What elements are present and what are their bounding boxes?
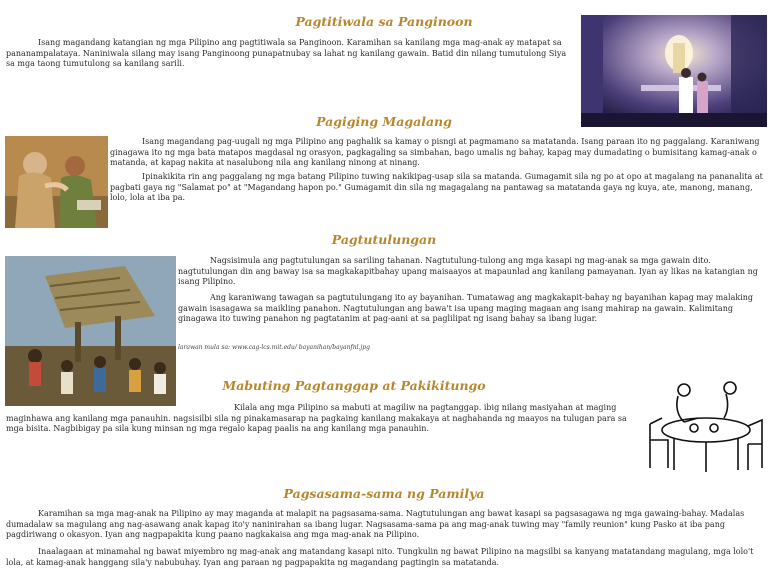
paragraph-pagtitiwala: Isang magandang katangian ng mga Pilipino ang pagtitiwala sa Panginoon. Karamihan sa kanilang mga mag-anak ay matapat sa pananampalataya. Naniniwala silang may isang Panginoong punapatnubay sa lahat ng kanilang gawain. Batid din nilang tumutulong Siya sa mga taong tumutulong sa kanilang sarili. — [6, 38, 567, 69]
paragraph-magalang-1: Isang magandang pag-uugali ng mga Pilipino ang paghalik sa kamay o pisngi at pagmamano sa matatanda. Isang paraan ito ng paggalang. Karaniwang ginagawa ito ng mga bata matapos magdasal ng orasyon, pagkagaling sa simbahan, bago umalis ng bahay, kapag may dumadating o bumisitang kamag-anak o matanda, at kapag nakita at nasalubong nila ang kanilang ninong at ninang. — [110, 137, 760, 168]
paragraph-tulungan-2: Ang karaniwang tawagan sa pagtutulungang ito ay bayanihan. Tumatawag ang magkakapit-bahay ng bayanihan kapag may malaking gawain isasagawa sa maikling panahon. Nagtutulungan ang bawa't isa upang maging magaan ang isang mahirap na gawain. Kalimitang ginagawa ito tuwing panahon ng pagtatanim at pag-aani at sa paglilipat ng isang bahay sa ibang lugar. — [178, 293, 754, 324]
heading-pagtitiwala: Pagtitiwala sa Panginoon — [295, 14, 473, 29]
paragraph-magalang-2: Ipinakikita rin ang paggalang ng mga batang Pilipino tuwing nakikipag-usap sila sa matanda. Gumagamit sila ng po at opo at magalang na pananalita at pagbati gaya ng "Salamat po" at "Magandang hapon po." Gumagamit din sila ng magagalang na pantawag sa matatanda gaya ng kuya, ate, manong, manang, lolo, lola at iba pa. — [110, 172, 763, 203]
dining-table-sketch — [644, 378, 766, 476]
paragraph-pamilya-1: Karamihan sa mga mag-anak na Pilipino ay may maganda at malapit na pagsasama-sama. Nagtutulungan ang bawat kasapi sa pagsasagawa ng mga gawaing-bahay. Madalas dumadalaw sa magulang ang nag-asawang anak kapag ito'y naninirahan sa ibang lugar. Nagsasama-sama pa ang mag-anak tuwing may "family reunion" kung Pasko at iba pang pagdiriwang o okasyon. Iyan ang nagpapakita kung paano nagkakaisa ang mga mag-anak na Pilipino. — [6, 509, 745, 540]
paragraph-pamilya-2: Inaalagaan at minamahal ng bawat miyembro ng mag-anak ang matandang kasapi nito. Tungkulin ng bawat Pilipino na magsilbi sa kanyang matatandang magulang, mga lolo't lola, at kamag-anak hanggang sila'y nabubuhay. Iyan ang paraan ng pagpapakita ng magandang pagtingin sa matatanda. — [6, 547, 754, 567]
heading-mabuting-pagtanggap: Mabuting Pagtanggap at Pakikitungo — [222, 378, 486, 393]
paragraph-tulungan-1: Nagsisimula ang pagtutulungan sa sariling tahanan. Nagtutulung-tulong ang mga kasapi ng mag-anak sa mga gawain dito. nagtutulungan din ang baway isa sa magkakapitbahay upang maisaayos at mapaunlad ang kanilang pamayanan. Iyan ay likas na katangian ng isang Pilipino. — [178, 256, 758, 287]
heading-pagiging-magalang: Pagiging Magalang — [316, 114, 452, 129]
mano-painting — [5, 136, 108, 228]
image-caption: larawan mula sa: www.cag-lcs.mit.edu/ bayanihan/bayanfnl.jpg — [178, 344, 370, 351]
heading-pagtutulungan: Pagtutulungan — [331, 232, 437, 247]
church-interior-photo — [581, 15, 767, 127]
heading-pagsasama-sama: Pagsasama-sama ng Pamilya — [283, 486, 485, 501]
paragraph-pagtanggap: Kilala ang mga Pilipino sa mabuti at magiliw na pagtanggap. ibig nilang masiyahan at maging maginhawa ang kanilang mga panauhin. nagsisilbi sila ng pinakamasarap na pagkaing kanilang makakaya at naghahanda ng maayos na tulugan para sa mga bisita. Nagbibigay pa sila kung minsan ng mga regalo kapag paalis na ang kanilang mga panauhin. — [6, 403, 627, 434]
